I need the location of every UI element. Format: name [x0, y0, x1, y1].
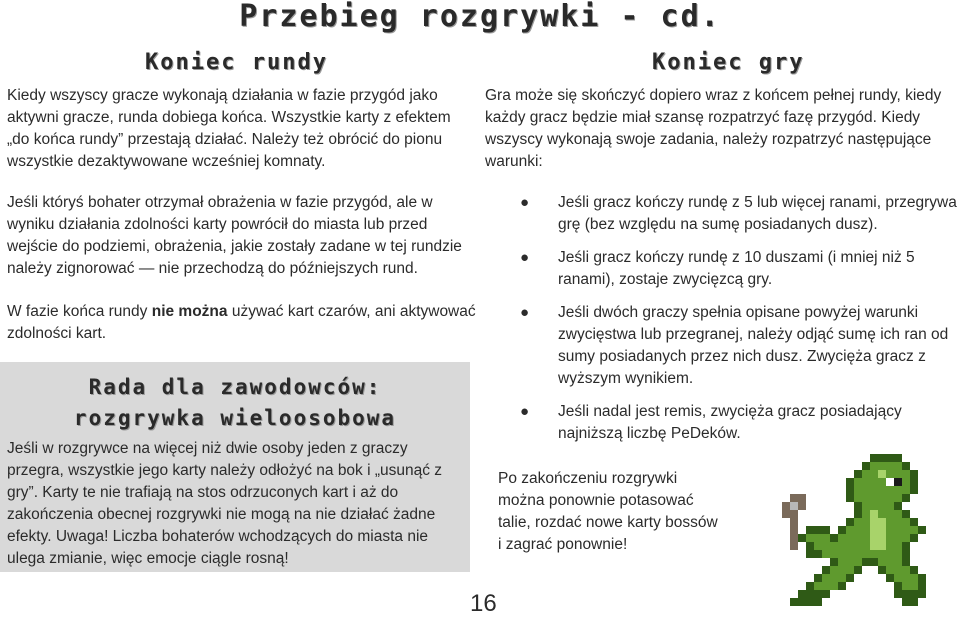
dragon-pixel — [894, 510, 902, 518]
dragon-pixel — [870, 526, 878, 534]
dragon-pixel — [870, 510, 878, 518]
dragon-pixel — [862, 534, 870, 542]
dragon-pixel — [878, 558, 886, 566]
dragon-pixel — [894, 502, 902, 510]
dragon-pixel — [894, 574, 902, 582]
dragon-pixel — [886, 510, 894, 518]
dragon-pixel — [838, 542, 846, 550]
dragon-pixel — [854, 502, 862, 510]
list-item — [508, 302, 960, 390]
dragon-pixel — [862, 542, 870, 550]
dragon-pixel — [790, 598, 798, 606]
dragon-pixel — [870, 502, 878, 510]
dragon-pixel — [790, 494, 798, 502]
dragon-pixel — [830, 534, 838, 542]
dragon-pixel — [814, 542, 822, 550]
dragon-pixel — [854, 470, 862, 478]
dragon-pixel — [846, 478, 854, 486]
pro-tip-box — [0, 362, 470, 572]
dragon-pixel — [854, 550, 862, 558]
p3-text-after: używać kart czarów, ani aktywować zdolności kart. — [7, 303, 476, 342]
dragon-pixel — [870, 534, 878, 542]
list-item — [508, 192, 960, 236]
list-item — [508, 401, 960, 445]
dragon-pixel — [790, 542, 798, 550]
dragon-pixel — [822, 534, 830, 542]
dragon-pixel — [894, 454, 902, 462]
bullet-icon: ● — [520, 194, 530, 211]
dragon-pixel — [838, 558, 846, 566]
game-end-paragraph: Gra może się skończyć dopiero wraz z końcem pełnej rundy, kiedy każdy gracz będzie miał szansę rozpatrzyć fazę przygód. Kiedy wszyscy wykonają swoje zadania, należy rozpatrzyć następujące warunki: — [485, 87, 942, 170]
dragon-pixel — [878, 470, 886, 478]
dragon-pixel — [878, 534, 886, 542]
dragon-pixel — [886, 518, 894, 526]
dragon-pixel — [870, 486, 878, 494]
dragon-pixel — [846, 542, 854, 550]
dragon-pixel — [910, 526, 918, 534]
dragon-pixel — [878, 526, 886, 534]
dragon-pixel — [790, 502, 798, 510]
dragon-pixel — [878, 454, 886, 462]
list-item — [508, 247, 960, 291]
dragon-pixel — [806, 550, 814, 558]
dragon-pixel — [806, 582, 814, 590]
dragon-pixel — [846, 566, 854, 574]
dragon-pixel — [902, 470, 910, 478]
dragon-pixel — [886, 470, 894, 478]
dragon-pixel — [790, 526, 798, 534]
dragon-pixel — [878, 566, 886, 574]
dragon-pixel — [838, 566, 846, 574]
dragon-pixel — [854, 486, 862, 494]
dragon-pixel — [878, 510, 886, 518]
dragon-pixel — [902, 534, 910, 542]
dragon-pixel — [814, 574, 822, 582]
dragon-pixel — [830, 550, 838, 558]
dragon-pixel — [838, 526, 846, 534]
dragon-pixel — [910, 574, 918, 582]
dragon-pixel — [894, 470, 902, 478]
round-end-paragraph-2: Jeśli któryś bohater otrzymał obrażenia w fazie przygód, ale w wyniku działania zdolności karty powrócił do miasta lub przed wejście do podziemi, obrażenia, jakie zostały zadane w tej rundzie należy zignorować — nie przechodzą do późniejszych rund. — [7, 194, 462, 277]
dragon-pixel — [846, 518, 854, 526]
dragon-pixel — [894, 582, 902, 590]
dragon-pixel — [806, 590, 814, 598]
dragon-pixel — [878, 542, 886, 550]
dragon-pixel — [878, 502, 886, 510]
page-number: 16 — [470, 590, 497, 617]
dragon-pixel — [910, 582, 918, 590]
condition-text: Jeśli gracz kończy rundę z 10 duszami (i mniej niż 5 ranami), zostaje zwycięzcą gry. — [558, 249, 915, 288]
dragon-pixel — [886, 534, 894, 542]
dragon-pixel — [902, 582, 910, 590]
dragon-pixel — [886, 502, 894, 510]
end-conditions-list — [508, 192, 960, 456]
dragon-pixel — [870, 462, 878, 470]
dragon-pixel — [798, 494, 806, 502]
p3-text-before: W fazie końca rundy — [7, 303, 152, 320]
dragon-pixel — [814, 550, 822, 558]
dragon-pixel — [902, 598, 910, 606]
dragon-pixel — [910, 486, 918, 494]
dragon-pixel — [854, 494, 862, 502]
dragon-pixel — [862, 550, 870, 558]
dragon-pixel — [894, 486, 902, 494]
dragon-pixel — [806, 542, 814, 550]
dragon-pixel — [910, 534, 918, 542]
p3-text-bold: nie można — [151, 303, 228, 320]
pro-tip-heading-line-1: Rada dla zawodowców: — [88, 375, 382, 399]
dragon-pixel — [878, 518, 886, 526]
dragon-pixel — [846, 494, 854, 502]
dragon-pixel — [814, 582, 822, 590]
dragon-pixel — [870, 470, 878, 478]
dragon-pixel — [862, 510, 870, 518]
dragon-pixel — [886, 550, 894, 558]
dragon-pixel — [846, 486, 854, 494]
dragon-pixel — [814, 526, 822, 534]
dragon-pixel — [886, 494, 894, 502]
dragon-pixel — [886, 566, 894, 574]
dragon-pixel — [918, 526, 926, 534]
dragon-pixel — [918, 590, 926, 598]
dragon-pixel — [798, 502, 806, 510]
condition-text: Jeśli nadal jest remis, zwycięża gracz posiadający najniższą liczbę PeDeków. — [558, 403, 902, 442]
dragon-pixel — [902, 526, 910, 534]
dragon-pixel — [902, 510, 910, 518]
dragon-pixel — [870, 550, 878, 558]
dragon-pixel — [830, 582, 838, 590]
round-end-paragraph-3 — [7, 301, 477, 345]
dragon-pixel — [878, 486, 886, 494]
dragon-pixel — [790, 534, 798, 542]
dragon-pixel — [862, 502, 870, 510]
dragon-pixel — [854, 534, 862, 542]
dragon-pixel — [878, 494, 886, 502]
dragon-pixel — [886, 486, 894, 494]
dragon-pixel — [910, 518, 918, 526]
dragon-pixel — [894, 518, 902, 526]
dragon-pixel — [822, 566, 830, 574]
dragon-pixel — [902, 558, 910, 566]
dragon-pixel — [902, 462, 910, 470]
dragon-pixel — [798, 598, 806, 606]
dragon-pixel — [814, 534, 822, 542]
dragon-pixel — [862, 462, 870, 470]
dragon-pixel — [822, 590, 830, 598]
dragon-pixel — [790, 510, 798, 518]
dragon-pixel — [894, 558, 902, 566]
dragon-pixel — [894, 534, 902, 542]
dragon-pixel — [902, 518, 910, 526]
dragon-pixel — [854, 526, 862, 534]
dragon-pixel — [838, 534, 846, 542]
dragon-pixel — [910, 478, 918, 486]
dragon-pixel — [894, 494, 902, 502]
dragon-pixel — [814, 590, 822, 598]
dragon-pixel — [870, 454, 878, 462]
dragon-pixel — [846, 526, 854, 534]
closing-paragraph: Po zakończeniu rozgrywki można ponownie potasować talie, rozdać nowe karty bossów i zagrać ponownie! — [498, 470, 718, 553]
bullet-icon: ● — [520, 249, 530, 266]
dragon-pixel — [894, 526, 902, 534]
dragon-pixel — [886, 574, 894, 582]
dragon-pixel — [902, 478, 910, 486]
pro-tip-text: Jeśli w rozgrywce na więcej niż dwie osoby jeden z graczy przegra, wszystkie jego karty należy odłożyć na bok i „usunąć z gry”. Karty te nie trafiają na stos odrzuconych kart i aż do zakończenia obecnej rozgrywki nie mogą na nie działać żadne efekty. Uwaga! Liczba bohaterów wchodzących do miasta nie ulega zmianie, więc emocje ciągle rosną! — [7, 440, 443, 567]
dragon-pixel — [894, 590, 902, 598]
pro-tip-heading — [0, 372, 470, 434]
dragon-pixel — [806, 534, 814, 542]
dragon-pixel — [862, 526, 870, 534]
dragon-pixel — [886, 542, 894, 550]
dragon-pixel — [870, 558, 878, 566]
dragon-pixel — [902, 494, 910, 502]
dragon-pixel — [886, 558, 894, 566]
dragon-pixel — [830, 558, 838, 566]
dragon-pixel — [902, 550, 910, 558]
dragon-pixel — [894, 478, 902, 486]
dragon-pixel — [838, 574, 846, 582]
dragon-pixel — [862, 518, 870, 526]
dragon-pixel — [854, 478, 862, 486]
dragon-pixel — [846, 534, 854, 542]
dragon-pixel — [910, 470, 918, 478]
condition-text: Jeśli dwóch graczy spełnia opisane powyżej warunki zwycięstwa lub przegranej, należy odjąć sumę ich ran od sumy posiadanych przez nich dusz. Zwycięża gracz z wyższym wynikiem. — [558, 304, 949, 387]
dragon-pixel — [846, 574, 854, 582]
bullet-icon: ● — [520, 304, 530, 321]
dragon-pixel — [862, 494, 870, 502]
dragon-pixel — [902, 566, 910, 574]
round-end-paragraph-1: Kiedy wszyscy gracze wykonają działania w fazie przygód jako aktywni gracze, runda dobiega końca. Wszystkie karty z efektem „do końca rundy” przestają działać. Należy też obrócić do pionu wszystkie dezaktywowane wcześniej komnaty. — [7, 87, 451, 170]
dragon-pixel — [798, 534, 806, 542]
dragon-pixel — [846, 558, 854, 566]
pro-tip-heading-line-2: rozgrywka wieloosobowa — [73, 406, 397, 430]
dragon-pixel — [870, 518, 878, 526]
dragon-pixel — [838, 550, 846, 558]
condition-text: Jeśli gracz kończy rundę z 5 lub więcej ranami, przegrywa grę (bez względu na sumę posiadanych dusz). — [558, 194, 957, 233]
dragon-pixel — [886, 462, 894, 470]
dragon-pixel — [902, 486, 910, 494]
dragon-pixel — [902, 590, 910, 598]
dragon-pixel — [822, 574, 830, 582]
dragon-pixel — [838, 582, 846, 590]
dragon-pixel — [870, 478, 878, 486]
dragon-pixel — [798, 590, 806, 598]
dragon-pixel — [854, 566, 862, 574]
dragon-pixel — [878, 462, 886, 470]
dragon-pixel — [806, 526, 814, 534]
dragon-pixel — [854, 558, 862, 566]
dragon-pixel — [894, 550, 902, 558]
dragon-pixel — [886, 454, 894, 462]
dragon-pixel — [782, 502, 790, 510]
dragon-pixel — [862, 470, 870, 478]
dragon-pixel — [862, 558, 870, 566]
dragon-pixel — [918, 574, 926, 582]
game-end-heading: Koniec gry — [652, 50, 805, 75]
dragon-pixel — [854, 518, 862, 526]
dragon-pixel — [830, 542, 838, 550]
dragon-pixel — [870, 542, 878, 550]
dragon-pixel — [918, 582, 926, 590]
dragon-pixel — [910, 598, 918, 606]
dragon-pixel — [878, 478, 886, 486]
dragon-pixel — [830, 566, 838, 574]
dragon-pixel — [886, 478, 894, 486]
dragon-pixel — [782, 510, 790, 518]
dragon-pixel — [894, 566, 902, 574]
dragon-pixel — [822, 542, 830, 550]
dragon-pixel — [822, 550, 830, 558]
dragon-pixel — [862, 486, 870, 494]
dragon-pixel — [862, 478, 870, 486]
page-title: Przebieg rozgrywki - cd. — [239, 0, 721, 34]
dragon-pixel — [894, 542, 902, 550]
dragon-pixel — [846, 550, 854, 558]
pixel-dragon-icon — [738, 440, 958, 616]
dragon-pixel — [854, 542, 862, 550]
dragon-pixel — [878, 550, 886, 558]
dragon-pixel — [886, 526, 894, 534]
dragon-pixel — [870, 494, 878, 502]
dragon-pixel — [814, 598, 822, 606]
dragon-pixel — [806, 598, 814, 606]
dragon-pixel — [910, 566, 918, 574]
dragon-pixel — [902, 542, 910, 550]
dragon-pixel — [894, 462, 902, 470]
dragon-pixel — [854, 510, 862, 518]
round-end-heading: Koniec rundy — [145, 50, 328, 75]
dragon-pixel — [902, 574, 910, 582]
dragon-pixel — [830, 574, 838, 582]
dragon-pixel — [790, 518, 798, 526]
dragon-pixel — [822, 582, 830, 590]
dragon-pixel — [822, 526, 830, 534]
dragon-pixel — [910, 590, 918, 598]
bullet-icon: ● — [520, 403, 530, 420]
